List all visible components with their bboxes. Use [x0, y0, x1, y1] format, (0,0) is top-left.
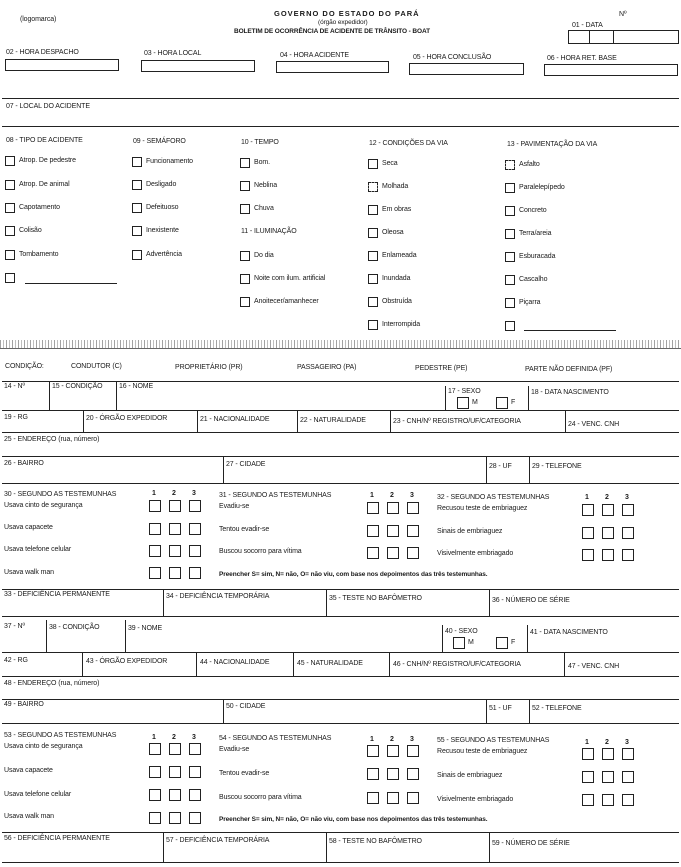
cond55-item: Sinais de embriaguez — [437, 772, 503, 779]
condvia-checkbox[interactable] — [368, 182, 378, 192]
pavim-checkbox[interactable] — [505, 229, 515, 239]
pavim-item: Esburacada — [519, 253, 556, 260]
label-05: 05 - HORA CONCLUSÃO — [413, 54, 492, 61]
sex-f-checkbox[interactable] — [496, 637, 508, 649]
condvia-item: Enlameada — [382, 252, 417, 259]
condicao-item: PASSAGEIRO (PA) — [297, 364, 357, 371]
tipo-checkbox[interactable] — [5, 203, 15, 213]
label-51: 51 - UF — [489, 705, 512, 712]
witness-box[interactable] — [149, 523, 161, 535]
label-27: 27 - CIDADE — [226, 461, 266, 468]
label-14: 14 - Nº — [4, 383, 25, 390]
condvia-checkbox[interactable] — [368, 159, 378, 169]
label-18: 18 - DATA NASCIMENTO — [531, 389, 609, 396]
semaforo-item: Inexistente — [146, 227, 179, 234]
cond30-item: Usava capacete — [4, 524, 53, 531]
agency-name: (órgão expedidor) — [318, 19, 368, 26]
condvia-item: Obstruída — [382, 298, 412, 305]
label-45: 45 - NATURALIDADE — [297, 660, 363, 667]
tempo-checkbox[interactable] — [240, 158, 250, 168]
label-58: 58 - TESTE NO BAFÔMETRO — [329, 838, 422, 845]
pavim-item: Cascalho — [519, 276, 548, 283]
witness-box[interactable] — [169, 545, 181, 557]
witness-box[interactable] — [169, 812, 181, 824]
field-hora-acidente[interactable] — [276, 61, 389, 73]
number-label: Nº — [619, 11, 627, 18]
witness-box[interactable] — [622, 504, 634, 516]
tempo-item: Bom. — [254, 159, 270, 166]
witness-box[interactable] — [149, 812, 161, 824]
iluminacao-title: 11 - ILUMINAÇÃO — [241, 228, 297, 235]
tempo-checkbox[interactable] — [240, 181, 250, 191]
condicao-item: PEDESTRE (PE) — [415, 365, 468, 372]
semaforo-checkbox[interactable] — [132, 180, 142, 190]
witness-box[interactable] — [169, 766, 181, 778]
condvia-title: 12 - CONDIÇÕES DA VIA — [369, 140, 448, 147]
sex-f-label: F — [511, 399, 516, 406]
pavim-title: 13 - PAVIMENTAÇÃO DA VIA — [507, 141, 598, 148]
pavim-checkbox[interactable] — [505, 160, 515, 170]
label-02: 02 - HORA DESPACHO — [6, 49, 79, 56]
pavim-item: Paralelepípedo — [519, 184, 565, 191]
witness-box[interactable] — [189, 545, 201, 557]
witness-num: 3 — [410, 492, 414, 499]
label-06: 06 - HORA RET. BASE — [547, 55, 617, 62]
pavim-item: Asfalto — [519, 161, 540, 168]
semaforo-checkbox[interactable] — [132, 203, 142, 213]
label-48: 48 - ENDEREÇO (rua, número) — [4, 680, 100, 687]
label-57: 57 - DEFICIÊNCIA TEMPORÁRIA — [166, 837, 270, 844]
date-label: 01 - DATA — [572, 22, 603, 29]
cond53-item: Usava cinto de segurança — [4, 743, 83, 750]
condvia-checkbox[interactable] — [368, 297, 378, 307]
pavim-checkbox[interactable] — [505, 183, 515, 193]
label-03: 03 - HORA LOCAL — [144, 50, 202, 57]
witness-box[interactable] — [582, 504, 594, 516]
label-26: 26 - BAIRRO — [4, 460, 44, 467]
cond31-item: Tentou evadir-se — [219, 526, 270, 533]
tipo-item: Atrop. De pedestre — [19, 157, 76, 164]
witness-box[interactable] — [189, 812, 201, 824]
tipo-item: Atrop. De animal — [19, 181, 70, 188]
tipo-item: Capotamento — [19, 204, 60, 211]
witness-box[interactable] — [387, 768, 399, 780]
witness-box[interactable] — [622, 527, 634, 539]
witness-box[interactable] — [407, 768, 419, 780]
witness-box[interactable] — [149, 743, 161, 755]
witness-num: 2 — [605, 739, 609, 746]
tempo-item: Chuva — [254, 205, 274, 212]
pavim-item: Terra/areia — [519, 230, 552, 237]
label-29: 29 - TELEFONE — [532, 463, 582, 470]
condicao-label: CONDIÇÃO: — [5, 363, 44, 370]
label-17: 17 - SEXO — [448, 388, 481, 395]
label-41: 41 - DATA NASCIMENTO — [530, 629, 608, 636]
label-24: 24 - VENC. CNH — [568, 421, 620, 428]
condvia-checkbox[interactable] — [368, 274, 378, 284]
pavim-other-line — [524, 330, 616, 331]
cond31-item: Evadiu-se — [219, 503, 250, 510]
witness-box[interactable] — [407, 502, 419, 514]
label-33: 33 - DEFICIÊNCIA PERMANENTE — [4, 591, 110, 598]
iluminacao-item: Noite com ilum. artificial — [254, 275, 326, 282]
cond30-item: Usava telefone celular — [4, 546, 72, 553]
form-title: BOLETIM DE OCORRÊNCIA DE ACIDENTE DE TRÂNSITO - BOAT — [234, 28, 430, 35]
label-40: 40 - SEXO — [445, 628, 478, 635]
label-04: 04 - HORA ACIDENTE — [280, 52, 349, 59]
condvia-item: Interrompida — [382, 321, 421, 328]
label-42: 42 - RG — [4, 657, 28, 664]
cond54-item: Evadiu-se — [219, 746, 250, 753]
witness-box[interactable] — [169, 567, 181, 579]
tipo-other-line — [25, 283, 117, 284]
witness-num: 3 — [192, 490, 196, 497]
condicao-item: PARTE NÃO DEFINIDA (PF) — [525, 366, 613, 373]
semaforo-item: Funcionamento — [146, 158, 193, 165]
label-56: 56 - DEFICIÊNCIA PERMANENTE — [4, 835, 110, 842]
iluminacao-item: Anoitecer/amanhecer — [254, 298, 319, 305]
witness-num: 2 — [390, 736, 394, 743]
semaforo-checkbox[interactable] — [132, 250, 142, 260]
label-44: 44 - NACIONALIDADE — [200, 659, 270, 666]
label-20: 20 - ÓRGÃO EXPEDIDOR — [86, 415, 168, 422]
cond53-item: Usava capacete — [4, 767, 53, 774]
label-34: 34 - DEFICIÊNCIA TEMPORÁRIA — [166, 593, 270, 600]
label-55: 55 - SEGUNDO AS TESTEMUNHAS — [437, 737, 550, 744]
cond32-item: Visivelmente embriagado — [437, 550, 514, 557]
label-16: 16 - NOME — [119, 383, 154, 390]
semaforo-item: Desligado — [146, 181, 177, 188]
witness-box[interactable] — [622, 771, 634, 783]
witness-box[interactable] — [149, 567, 161, 579]
logo-placeholder: (logomarca) — [20, 16, 57, 23]
witness-box[interactable] — [582, 771, 594, 783]
witness-box[interactable] — [602, 504, 614, 516]
condvia-item: Molhada — [382, 183, 409, 190]
field-hora-conclusao[interactable] — [409, 63, 524, 75]
witness-box[interactable] — [602, 748, 614, 760]
cond32-item: Sinais de embriaguez — [437, 528, 503, 535]
witness-box[interactable] — [367, 745, 379, 757]
witness-box[interactable] — [622, 549, 634, 561]
witness-num: 2 — [172, 734, 176, 741]
condvia-checkbox[interactable] — [368, 205, 378, 215]
witness-box[interactable] — [169, 523, 181, 535]
witness-box[interactable] — [169, 500, 181, 512]
label-15: 15 - CONDIÇÃO — [52, 383, 103, 390]
field-hora-despacho[interactable] — [5, 59, 119, 71]
pavim-item: Concreto — [519, 207, 547, 214]
witness-box[interactable] — [367, 502, 379, 514]
condicao-item: CONDUTOR (C) — [71, 363, 122, 370]
tipo-checkbox-other[interactable] — [5, 273, 15, 283]
tipo-item: Colisão — [19, 227, 42, 234]
witness-num: 1 — [370, 736, 374, 743]
cond54-item: Buscou socorro para vítima — [219, 794, 302, 801]
tipo-checkbox[interactable] — [5, 180, 15, 190]
sex-f-checkbox[interactable] — [496, 397, 508, 409]
witness-box[interactable] — [189, 743, 201, 755]
witness-box[interactable] — [387, 502, 399, 514]
witness-box[interactable] — [602, 527, 614, 539]
witness-num: 1 — [152, 490, 156, 497]
semaforo-item: Advertência — [146, 251, 182, 258]
condicao-item: PROPRIETÁRIO (PR) — [175, 364, 243, 371]
label-19: 19 - RG — [4, 414, 28, 421]
label-07: 07 - LOCAL DO ACIDENTE — [6, 103, 90, 110]
witness-num: 1 — [370, 492, 374, 499]
cond53-item: Usava walk man — [4, 813, 54, 820]
witness-box[interactable] — [407, 547, 419, 559]
label-46: 46 - CNH/Nº REGISTRO/UF/CATEGORIA — [393, 661, 521, 668]
pavim-checkbox[interactable] — [505, 275, 515, 285]
witness-note: Preencher S= sim, N= não, O= não viu, com base nos depoimentos das três testemunhas. — [219, 571, 488, 578]
cond32-item: Recusou teste de embriaguez — [437, 505, 528, 512]
iluminacao-checkbox[interactable] — [240, 274, 250, 284]
witness-box[interactable] — [367, 547, 379, 559]
cond53-item: Usava telefone celular — [4, 791, 72, 798]
iluminacao-item: Do dia — [254, 252, 274, 259]
label-31: 31 - SEGUNDO AS TESTEMUNHAS — [219, 492, 332, 499]
witness-num: 1 — [585, 494, 589, 501]
condvia-checkbox[interactable] — [368, 320, 378, 330]
witness-num: 3 — [625, 739, 629, 746]
witness-box[interactable] — [189, 567, 201, 579]
tipo-checkbox[interactable] — [5, 226, 15, 236]
witness-box[interactable] — [407, 792, 419, 804]
witness-box[interactable] — [582, 527, 594, 539]
witness-num: 3 — [410, 736, 414, 743]
witness-box[interactable] — [387, 525, 399, 537]
cond55-item: Recusou teste de embriaguez — [437, 748, 528, 755]
witness-box[interactable] — [189, 523, 201, 535]
tempo-item: Neblina — [254, 182, 278, 189]
pavim-checkbox[interactable] — [505, 298, 515, 308]
condvia-checkbox[interactable] — [368, 228, 378, 238]
condvia-item: Seca — [382, 160, 398, 167]
witness-num: 1 — [152, 734, 156, 741]
field-hora-ret-base[interactable] — [544, 64, 678, 76]
witness-box[interactable] — [582, 549, 594, 561]
semaforo-checkbox[interactable] — [132, 157, 142, 167]
tipo-checkbox[interactable] — [5, 250, 15, 260]
pavim-checkbox[interactable] — [505, 206, 515, 216]
witness-box[interactable] — [149, 789, 161, 801]
label-47: 47 - VENC. CNH — [568, 663, 620, 670]
witness-box[interactable] — [367, 792, 379, 804]
semaforo-item: Defeituoso — [146, 204, 179, 211]
pavim-item: Piçarra — [519, 299, 541, 306]
witness-box[interactable] — [149, 545, 161, 557]
pavim-checkbox-other[interactable] — [505, 321, 515, 331]
label-43: 43 - ÓRGÃO EXPEDIDOR — [86, 658, 168, 665]
label-52: 52 - TELEFONE — [532, 705, 582, 712]
label-25: 25 - ENDEREÇO (rua, número) — [4, 436, 100, 443]
condvia-item: Inundada — [382, 275, 411, 282]
label-39: 39 - NOME — [128, 625, 163, 632]
iluminacao-checkbox[interactable] — [240, 297, 250, 307]
scan-noise-band — [0, 340, 681, 348]
witness-box[interactable] — [189, 500, 201, 512]
witness-box[interactable] — [407, 525, 419, 537]
label-36: 36 - NÚMERO DE SÉRIE — [492, 597, 570, 604]
witness-box[interactable] — [367, 768, 379, 780]
witness-box[interactable] — [622, 748, 634, 760]
witness-num: 2 — [390, 492, 394, 499]
witness-box[interactable] — [189, 789, 201, 801]
tipo-item: Tombamento — [19, 251, 59, 258]
label-38: 38 - CONDIÇÃO — [49, 624, 100, 631]
witness-num: 3 — [192, 734, 196, 741]
label-35: 35 - TESTE NO BAFÔMETRO — [329, 595, 422, 602]
label-28: 28 - UF — [489, 463, 512, 470]
cond30-item: Usava cinto de segurança — [4, 502, 83, 509]
label-49: 49 - BAIRRO — [4, 701, 44, 708]
cond55-item: Visivelmente embriagado — [437, 796, 514, 803]
witness-box[interactable] — [602, 549, 614, 561]
witness-box[interactable] — [149, 500, 161, 512]
witness-box[interactable] — [407, 745, 419, 757]
condvia-checkbox[interactable] — [368, 251, 378, 261]
witness-note: Preencher S= sim, N= não, O= não viu, com base nos depoimentos das três testemunhas. — [219, 816, 488, 823]
witness-box[interactable] — [387, 745, 399, 757]
label-32: 32 - SEGUNDO AS TESTEMUNHAS — [437, 494, 550, 501]
witness-box[interactable] — [367, 525, 379, 537]
witness-box[interactable] — [622, 794, 634, 806]
witness-box[interactable] — [387, 547, 399, 559]
label-37: 37 - Nº — [4, 623, 25, 630]
field-hora-local[interactable] — [141, 60, 255, 72]
witness-box[interactable] — [149, 766, 161, 778]
witness-num: 1 — [585, 739, 589, 746]
sex-m-checkbox[interactable] — [453, 637, 465, 649]
tempo-checkbox[interactable] — [240, 204, 250, 214]
witness-box[interactable] — [602, 771, 614, 783]
label-59: 59 - NÚMERO DE SÉRIE — [492, 840, 570, 847]
witness-num: 3 — [625, 494, 629, 501]
condvia-item: Oleosa — [382, 229, 404, 236]
tipo-checkbox[interactable] — [5, 156, 15, 166]
tempo-title: 10 - TEMPO — [241, 139, 279, 146]
sex-m-label: M — [472, 399, 478, 406]
label-30: 30 - SEGUNDO AS TESTEMUNHAS — [4, 491, 117, 498]
label-53: 53 - SEGUNDO AS TESTEMUNHAS — [4, 732, 117, 739]
cond30-item: Usava walk man — [4, 569, 54, 576]
cond54-item: Tentou evadir-se — [219, 770, 270, 777]
label-22: 22 - NATURALIDADE — [300, 417, 366, 424]
witness-box[interactable] — [169, 743, 181, 755]
witness-num: 2 — [172, 490, 176, 497]
semaforo-title: 09 - SEMÁFORO — [133, 138, 186, 145]
witness-box[interactable] — [582, 748, 594, 760]
witness-box[interactable] — [169, 789, 181, 801]
date-field[interactable] — [568, 30, 679, 44]
sex-f-label: F — [511, 639, 516, 646]
condvia-item: Em obras — [382, 206, 412, 213]
state-name: GOVERNO DO ESTADO DO PARÁ — [274, 9, 420, 18]
pavim-checkbox[interactable] — [505, 252, 515, 262]
label-23: 23 - CNH/Nº REGISTRO/UF/CATEGORIA — [393, 418, 521, 425]
witness-box[interactable] — [582, 794, 594, 806]
sex-m-label: M — [468, 639, 474, 646]
witness-num: 2 — [605, 494, 609, 501]
label-21: 21 - NACIONALIDADE — [200, 416, 270, 423]
witness-box[interactable] — [387, 792, 399, 804]
label-50: 50 - CIDADE — [226, 703, 266, 710]
witness-box[interactable] — [189, 766, 201, 778]
cond31-item: Buscou socorro para vítima — [219, 548, 302, 555]
semaforo-checkbox[interactable] — [132, 226, 142, 236]
iluminacao-checkbox[interactable] — [240, 251, 250, 261]
witness-box[interactable] — [602, 794, 614, 806]
label-54: 54 - SEGUNDO AS TESTEMUNHAS — [219, 735, 332, 742]
tipo-title: 08 - TIPO DE ACIDENTE — [6, 137, 83, 144]
sex-m-checkbox[interactable] — [457, 397, 469, 409]
